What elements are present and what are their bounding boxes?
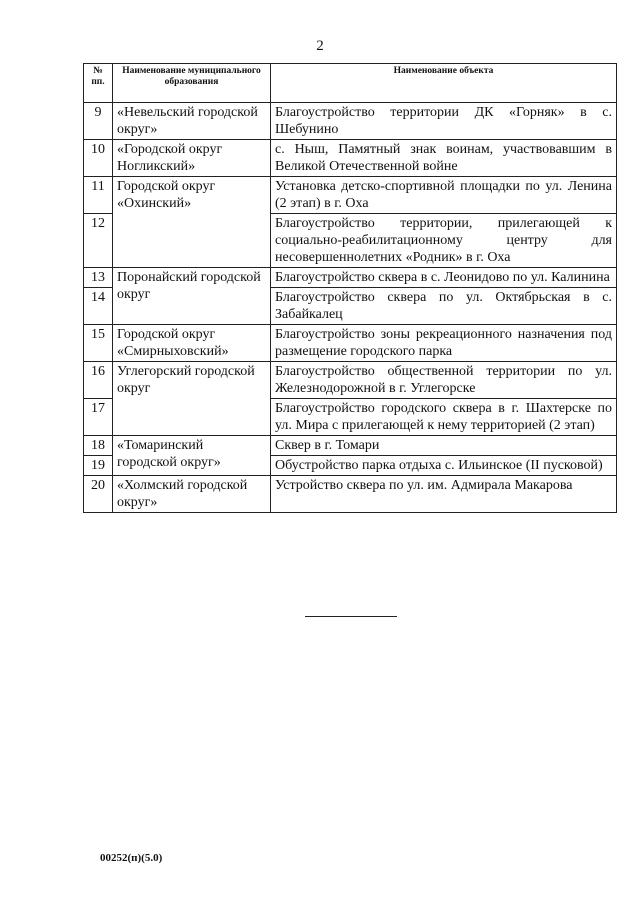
row-number: 20 <box>84 476 113 513</box>
municipality-name: Углегорский городской округ <box>113 362 271 436</box>
object-name: Благоустройство территории, прилегающей к социально-реабилитационному центру для несовершеннолетних «Родник» в г. Оха <box>271 214 617 268</box>
table-row <box>84 436 617 456</box>
table-row <box>84 103 617 140</box>
table-row <box>84 325 617 362</box>
header-object: Наименование объекта <box>271 64 617 103</box>
table-row <box>84 268 617 288</box>
row-number: 14 <box>84 288 113 325</box>
object-name: Сквер в г. Томари <box>271 436 617 456</box>
municipality-name: Поронайский городской округ <box>113 268 271 325</box>
municipality-name: «Томаринский городской округ» <box>113 436 271 476</box>
row-number: 9 <box>84 103 113 140</box>
municipality-name: Городской округ «Смирныховский» <box>113 325 271 362</box>
row-number: 19 <box>84 456 113 476</box>
object-name: Обустройство парка отдыха с. Ильинское (II пусковой) <box>271 456 617 476</box>
municipality-name: «Холмский городской округ» <box>113 476 271 513</box>
document-code: 00252(п)(5.0) <box>100 852 163 864</box>
row-number: 16 <box>84 362 113 399</box>
object-name: Благоустройство сквера по ул. Октябрьская в с. Забайкалец <box>271 288 617 325</box>
municipality-name: «Невельский городской округ» <box>113 103 271 140</box>
object-name: Установка детско-спортивной площадки по ул. Ленина (2 этап) в г. Оха <box>271 177 617 214</box>
end-separator-line <box>305 616 397 617</box>
table-row <box>84 177 617 214</box>
row-number: 12 <box>84 214 113 268</box>
row-number: 10 <box>84 140 113 177</box>
table-row <box>84 362 617 399</box>
object-name: Благоустройство городского сквера в г. Шахтерске по ул. Мира с прилегающей к нему территорией (2 этап) <box>271 399 617 436</box>
row-number: 18 <box>84 436 113 456</box>
table-header-row <box>84 64 617 103</box>
row-number: 17 <box>84 399 113 436</box>
objects-table <box>83 63 617 513</box>
object-name: Устройство сквера по ул. им. Адмирала Макарова <box>271 476 617 513</box>
municipality-name: Городской округ «Охинский» <box>113 177 271 268</box>
object-name: Благоустройство общественной территории по ул. Железнодорожной в г. Углегорске <box>271 362 617 399</box>
page-number: 2 <box>316 38 324 54</box>
header-num: № пп. <box>84 64 113 103</box>
object-name: Благоустройство территории ДК «Горняк» в с. Шебунино <box>271 103 617 140</box>
row-number: 13 <box>84 268 113 288</box>
row-number: 15 <box>84 325 113 362</box>
header-municipality: Наименование муниципального образования <box>113 64 271 103</box>
municipality-name: «Городской округ Ногликский» <box>113 140 271 177</box>
table-row <box>84 140 617 177</box>
object-name: Благоустройство сквера в с. Леонидово по ул. Калинина <box>271 268 617 288</box>
object-name: Благоустройство зоны рекреационного назначения под размещение городского парка <box>271 325 617 362</box>
object-name: с. Ныш, Памятный знак воинам, участвовавшим в Великой Отечественной войне <box>271 140 617 177</box>
row-number: 11 <box>84 177 113 214</box>
table-row <box>84 476 617 513</box>
